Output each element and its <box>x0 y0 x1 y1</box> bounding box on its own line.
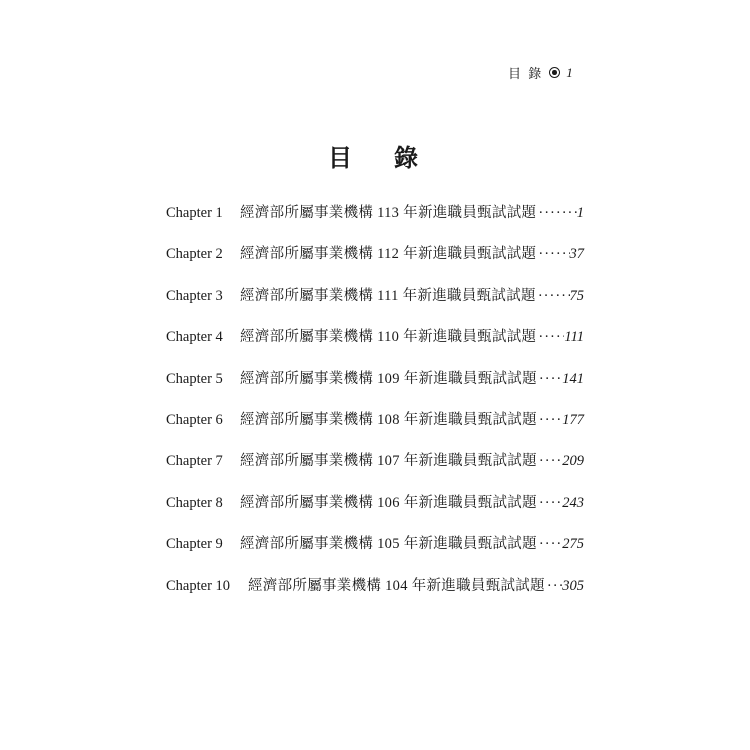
toc-chapter-label: Chapter 3 <box>166 287 223 304</box>
running-header <box>508 63 575 82</box>
toc-page-number: 1 <box>576 205 584 221</box>
toc-chapter-label: Chapter 10 <box>166 577 231 594</box>
toc-dot-leader <box>536 205 576 222</box>
toc-entry[interactable] <box>166 367 584 408</box>
toc-entry-title: 經濟部所屬事業機構 106 年新進職員甄試試題 <box>240 494 537 511</box>
toc-dot-leader <box>545 578 562 595</box>
toc-dot-leader <box>537 536 562 553</box>
toc-chapter-label: Chapter 8 <box>166 494 223 511</box>
toc-entry[interactable] <box>166 325 584 366</box>
toc-chapter-label: Chapter 2 <box>166 246 223 263</box>
bullseye-icon <box>549 67 560 78</box>
toc-entry[interactable] <box>166 408 584 449</box>
table-of-contents <box>166 201 584 615</box>
toc-chapter-label: Chapter 5 <box>166 370 223 387</box>
toc-entry[interactable] <box>166 201 584 242</box>
toc-entry[interactable] <box>166 284 584 325</box>
toc-entry[interactable] <box>166 532 584 573</box>
toc-dot-leader <box>537 371 562 388</box>
toc-entry-title: 經濟部所屬事業機構 109 年新進職員甄試試題 <box>240 370 537 387</box>
toc-entry-title: 經濟部所屬事業機構 110 年新進職員甄試試題 <box>240 329 537 346</box>
toc-page-number: 75 <box>569 287 584 304</box>
toc-chapter-label: Chapter 6 <box>166 411 223 428</box>
toc-page-number: 111 <box>564 329 584 346</box>
toc-page-number: 305 <box>562 577 584 594</box>
toc-page-number: 209 <box>562 453 584 470</box>
toc-page-number: 243 <box>562 494 584 511</box>
toc-dot-leader <box>536 329 564 346</box>
toc-entry[interactable] <box>166 491 584 532</box>
toc-page-number: 37 <box>569 246 584 263</box>
toc-dot-leader <box>537 495 562 512</box>
toc-entry-title: 經濟部所屬事業機構 113 年新進職員甄試試題 <box>240 205 537 221</box>
toc-page-number: 275 <box>562 536 584 553</box>
toc-dot-leader <box>536 246 569 263</box>
toc-dot-leader <box>536 288 570 305</box>
toc-page-number: 177 <box>562 411 584 428</box>
toc-entry[interactable] <box>166 449 584 490</box>
toc-chapter-label: Chapter 9 <box>166 536 223 553</box>
toc-entry-title: 經濟部所屬事業機構 111 年新進職員甄試試題 <box>240 287 536 304</box>
toc-chapter-label: Chapter 1 <box>166 205 223 221</box>
toc-entry-title: 經濟部所屬事業機構 105 年新進職員甄試試題 <box>240 536 537 553</box>
toc-page-number: 141 <box>562 370 584 387</box>
page-title: 目 錄 <box>328 146 436 172</box>
toc-entry-title: 經濟部所屬事業機構 112 年新進職員甄試試題 <box>240 246 537 263</box>
running-header-page-number: 1 <box>566 64 575 80</box>
toc-entry[interactable] <box>166 242 584 283</box>
running-header-section: 目 錄 <box>508 66 544 81</box>
toc-entry-title: 經濟部所屬事業機構 104 年新進職員甄試試題 <box>248 577 545 594</box>
toc-entry-title: 經濟部所屬事業機構 108 年新進職員甄試試題 <box>240 411 537 428</box>
toc-entry-title: 經濟部所屬事業機構 107 年新進職員甄試試題 <box>240 453 537 470</box>
toc-chapter-label: Chapter 7 <box>166 453 223 470</box>
toc-dot-leader <box>537 453 562 470</box>
toc-dot-leader <box>537 412 562 429</box>
toc-entry[interactable] <box>166 574 584 615</box>
toc-chapter-label: Chapter 4 <box>166 329 223 346</box>
